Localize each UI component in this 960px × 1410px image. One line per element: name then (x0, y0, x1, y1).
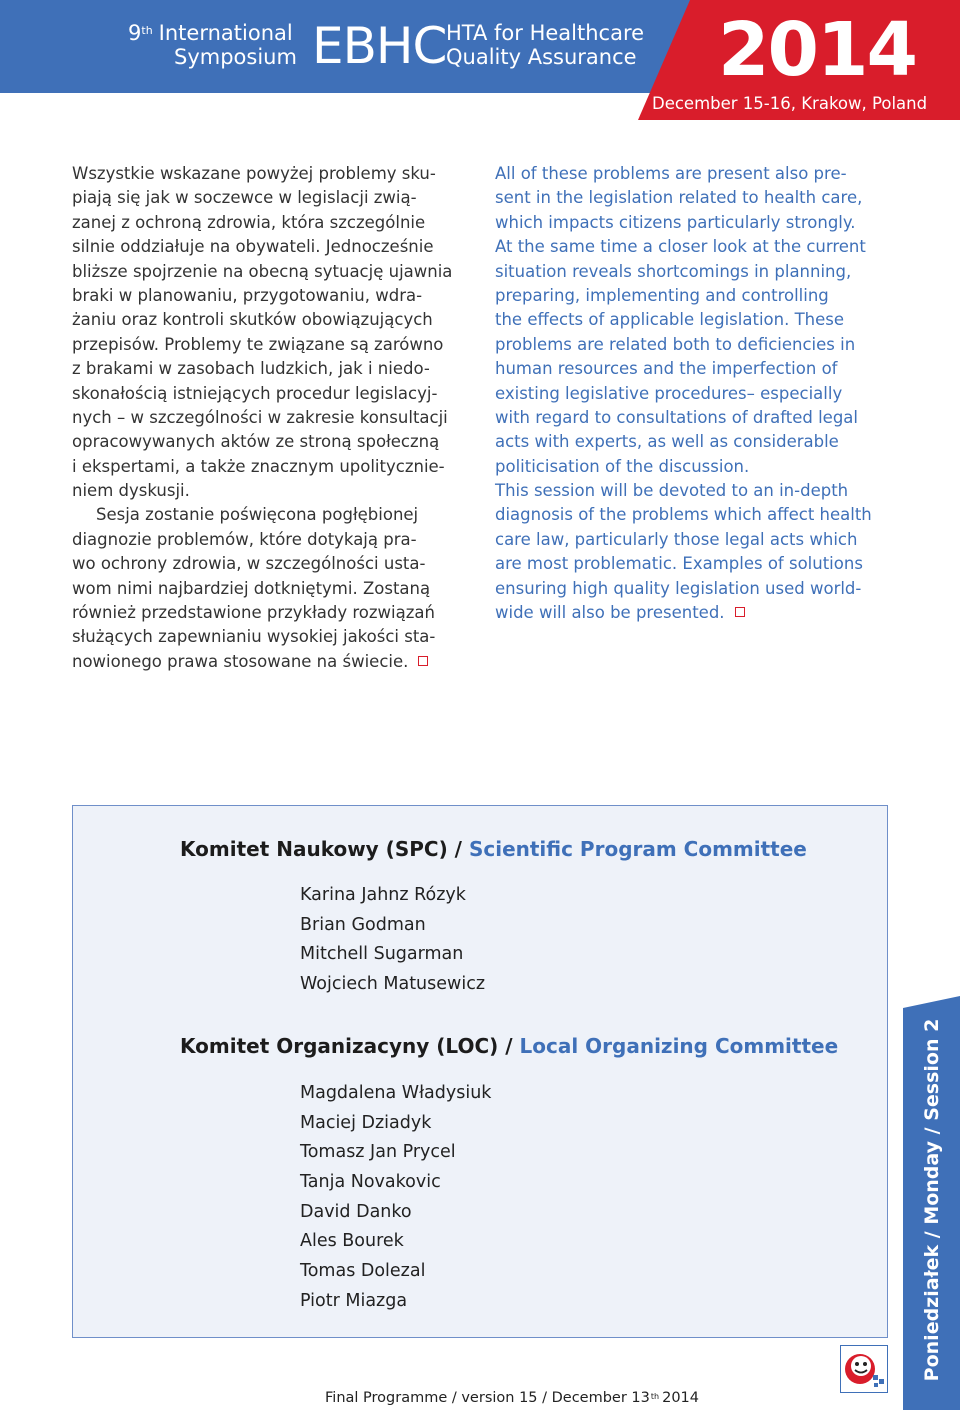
committee-member: David Danko (300, 1201, 412, 1222)
english-text-line: ensuring high quality legislation used world- (495, 578, 862, 598)
committee-member: Piotr Miazga (300, 1290, 408, 1311)
scientific-committee-title-en: Scientific Program Committee (468, 837, 807, 861)
polish-text-line: również przedstawione przykłady rozwiązań (72, 603, 435, 623)
footer (325, 1388, 699, 1408)
polish-text-line: Wszystkie wskazane powyżej problemy sku- (72, 164, 436, 183)
polish-text-line: Sesja zostanie poświęcona pogłębionej (96, 505, 419, 525)
english-text-line: preparing, implementing and controlling (495, 285, 829, 305)
english-text-line: At the same time a closer look at the current (495, 237, 866, 257)
english-text-line: existing legislative procedures– especially (495, 383, 843, 403)
english-text-line: the effects of applicable legislation. These (495, 310, 845, 330)
polish-text-line: wo ochrony zdrowia, w szczególności usta- (72, 554, 426, 574)
congress-logo-icon (840, 1345, 888, 1393)
english-text-line: with regard to consultations of drafted legal (495, 407, 858, 427)
english-text-line: problems are related both to deficiencies in (495, 334, 856, 354)
session-side-tab-label: Poniedziałek / Monday / Session 2 (921, 1018, 943, 1382)
header-year: 2014 (718, 7, 916, 93)
polish-text-line: braki w planowaniu, przygotowaniu, wdra- (72, 285, 423, 305)
header-date-place: December 15-16, Krakow, Poland (652, 94, 928, 113)
english-text-last-text: wide will also be presented. (495, 603, 725, 623)
polish-text-line: piają się jak w soczewce w legislacji zwią- (72, 188, 417, 208)
header-line2-right: Quality Assurance (446, 45, 637, 69)
english-text-column (495, 162, 872, 625)
polish-text-line: niem dyskusji. (72, 481, 190, 501)
committee-member: Karina Jahnz Rózyk (300, 885, 466, 905)
committee-member: Tomasz Jan Prycel (300, 1142, 456, 1163)
local-committee-heading (180, 1033, 838, 1059)
polish-text-last-text: nowionego prawa stosowane na świecie. (72, 651, 409, 671)
english-text-line: human resources and the imperfection of (495, 359, 838, 379)
polish-text-line: żaniu oraz kontroli skutków obowiązujących (72, 310, 433, 330)
polish-text-line: opracowywanych aktów ze stroną społeczną (72, 432, 440, 452)
scientific-committee-title-pl: Komitet Naukowy (SPC) / (180, 837, 462, 861)
header-line1-right: HTA for Healthcare (446, 21, 645, 45)
english-text-line: care law, particularly those legal acts which (495, 529, 858, 549)
polish-text-line: skonałością istniejących procedur legislacyj- (72, 383, 438, 403)
english-text-line (495, 601, 872, 625)
polish-text-line (72, 650, 452, 674)
english-text-line: This session will be devoted to an in-depth (495, 481, 849, 501)
polish-text-line: przepisów. Problemy te związane są zarówno (72, 334, 444, 354)
polish-text-line: służących zapewnianiu wysokiej jakości sta- (72, 627, 436, 647)
end-mark-icon (418, 656, 428, 666)
header-line2-left: Symposium (174, 45, 297, 69)
local-committee-title-en: Local Organizing Committee (519, 1034, 839, 1058)
english-text-line: acts with experts, as well as considerable (495, 432, 839, 452)
english-text-line: All of these problems are present also pre- (495, 164, 847, 183)
committee-box (72, 805, 888, 1338)
end-mark-icon (735, 607, 745, 617)
scientific-committee-members (300, 881, 485, 1000)
committee-member: Mitchell Sugarman (300, 944, 464, 965)
polish-text-line: wom nimi najbardziej dotkniętymi. Zostaną (72, 578, 431, 598)
committee-member: Ales Bourek (300, 1231, 404, 1252)
committee-member: Tomas Dolezal (300, 1261, 426, 1282)
footer-sup: th (650, 1392, 660, 1401)
local-committee-members (300, 1079, 491, 1317)
polish-text-line: diagnozie problemów, które dotykają pra- (72, 529, 417, 549)
polish-text-column (72, 162, 452, 674)
english-text-line: situation reveals shortcomings in planning, (495, 261, 852, 281)
scientific-committee-heading (180, 836, 807, 862)
footer-year: 2014 (662, 1390, 700, 1406)
polish-text-line: bliższe spojrzenie na obecną sytuację ujawnia (72, 261, 453, 281)
committee-member: Wojciech Matusewicz (300, 974, 486, 995)
polish-text-line: nych – w szczególności w zakresie konsultacji (72, 407, 448, 427)
polish-text-line: i ekspertami, a także znacznym upolitycznie- (72, 456, 445, 476)
english-text-line: are most problematic. Examples of solutions (495, 554, 863, 574)
committee-member: Maciej Dziadyk (300, 1112, 432, 1133)
committee-member: Magdalena Władysiuk (300, 1083, 492, 1103)
committee-member: Tanja Novakovic (300, 1172, 441, 1193)
footer-text: Final Programme / version 15 / December 13 (325, 1390, 650, 1406)
english-text-line: diagnosis of the problems which affect health (495, 505, 872, 525)
polish-text-line: zanej z ochroną zdrowia, która szczególnie (72, 212, 426, 232)
header-ebhc: EBHC (312, 17, 447, 75)
polish-text-line: silnie oddziałuje na obywateli. Jednocześnie (72, 237, 434, 257)
english-text-line: sent in the legislation related to health care, (495, 188, 863, 208)
english-text-line: which impacts citizens particularly strongly. (495, 212, 856, 232)
polish-text-line: z brakami w zasobach ludzkich, jak i niedo- (72, 359, 430, 379)
local-committee-title-pl: Komitet Organizacyny (LOC) / (180, 1034, 513, 1058)
committee-member: Brian Godman (300, 914, 426, 935)
header-line1-left: 9th International (128, 21, 293, 45)
english-text-line: politicisation of the discussion. (495, 456, 750, 476)
